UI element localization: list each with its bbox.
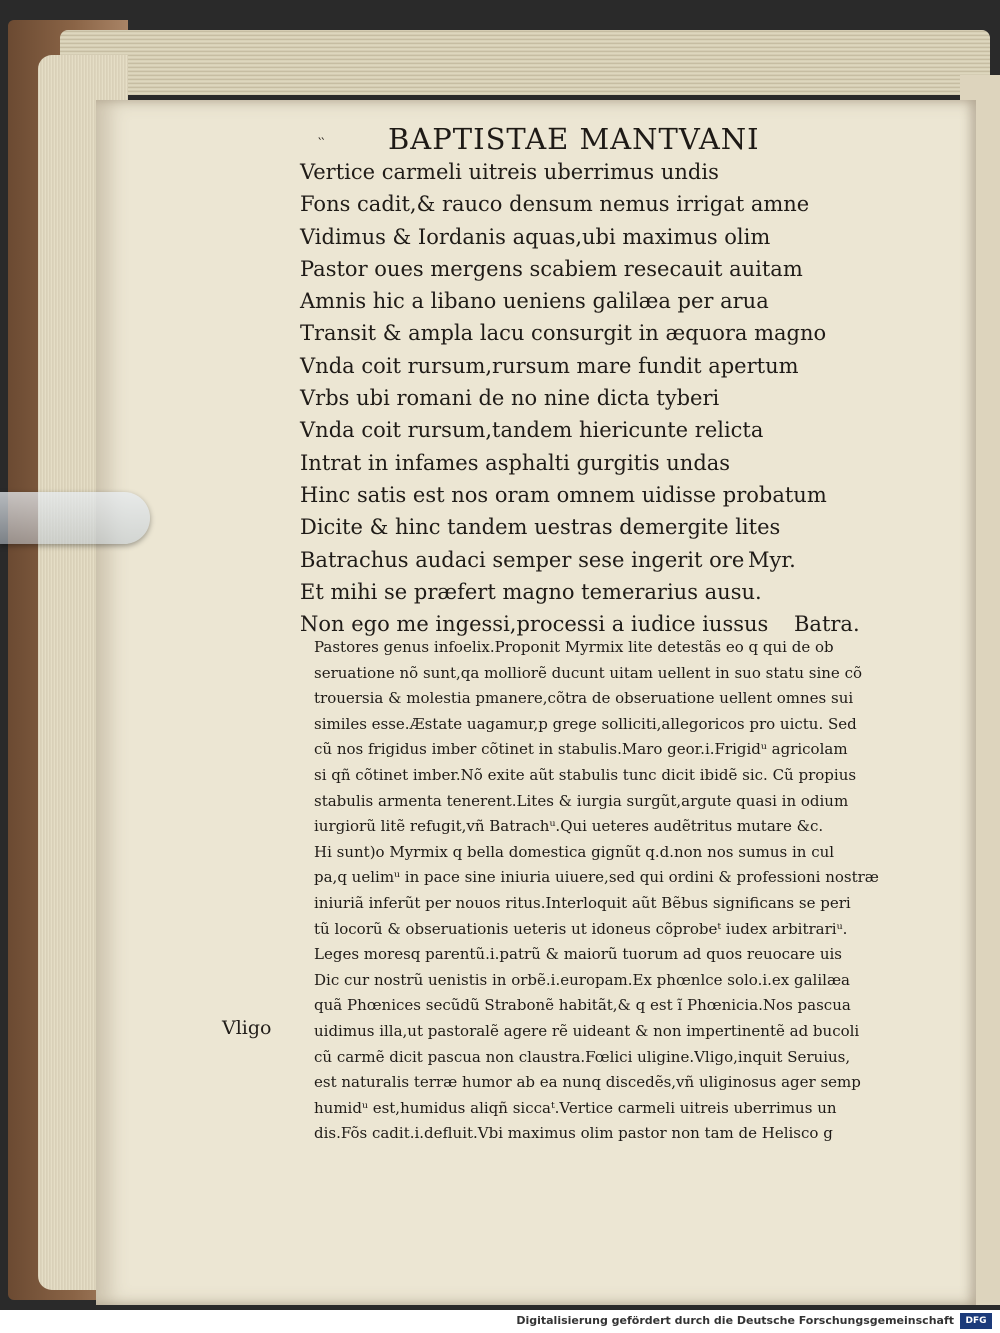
dfg-logo-icon: DFG <box>960 1313 992 1329</box>
verse-text: Batrachus audaci semper sese ingerit ore <box>300 547 745 572</box>
verse-line <box>300 317 940 349</box>
verse-line <box>300 382 940 414</box>
verse-text: Vnda coit rursum,rursum mare fundit apertum <box>300 353 799 378</box>
commentary-line: humidᵘ est,humidus aliqñ siccaᵗ.Vertice carmeli uitreis uberrimus un <box>314 1098 837 1117</box>
verse-line <box>300 253 940 285</box>
verse-text: Intrat in infames asphalti gurgitis undas <box>300 450 731 475</box>
commentary-line: Dic cur nostrũ uenistis in orbẽ.i.europam.Ex phœnlce solo.i.ex galilæa <box>314 970 850 989</box>
verse-block <box>300 156 940 640</box>
commentary-line: uidimus illa,ut pastoralẽ agere rẽ uideant & non impertinentẽ ad bucoli <box>314 1021 860 1040</box>
verse-line <box>300 447 940 479</box>
header-mark: ‵‵ <box>318 136 325 152</box>
footer-bar <box>0 1310 1000 1333</box>
verse-line <box>300 188 940 220</box>
verse-line <box>300 576 940 608</box>
page-holder-strip <box>0 492 150 544</box>
commentary-line: tũ locorũ & obseruationis ueteris ut idoneus cõprobeᵗ iudex arbitrariᵘ. <box>314 919 848 938</box>
verse-text: Fons cadit,& rauco densum nemus irrigat amne <box>300 192 810 217</box>
verse-line <box>300 350 940 382</box>
commentary-line: similes esse.Æstate uagamur,p grege solliciti,allegoricos pro uictu. Sed <box>314 714 857 733</box>
verse-line <box>300 156 940 188</box>
commentary-line: Leges moresq parentũ.i.patrũ & maiorũ tuorum ad quos reuocare uis <box>314 945 842 964</box>
commentary-line: quã Phœnices secũdũ Strabonẽ habitãt,& q est ĩ Phœnicia.Nos pascua <box>314 996 851 1015</box>
verse-line <box>300 221 940 253</box>
page-stack-top <box>60 30 990 95</box>
commentary-line: Hi sunt)o Myrmix q bella domestica gignũt q.d.non nos sumus in cul <box>314 842 835 861</box>
commentary-line: cũ nos frigidus imber cõtinet in stabulis.Maro geor.i.Frigidᵘ agricolam <box>314 740 848 759</box>
commentary-line: iurgiorũ litẽ refugit,vñ Batrachᵘ.Qui ueteres audẽtritus mutare &c. <box>314 817 824 836</box>
speaker-label: Batra. <box>794 612 860 637</box>
verse-text: Vrbs ubi romani de no nine dicta tyberi <box>300 386 720 411</box>
verse-text: Vidimus & Iordanis aquas,ubi maximus olim <box>300 224 771 249</box>
verse-text: Non ego me ingessi,processi a iudice iussus <box>300 612 769 637</box>
verse-line <box>300 511 940 543</box>
verse-text: Vertice carmeli uitreis uberrimus undis <box>300 160 719 184</box>
running-header: BAPTISTAE MANTVANI <box>388 122 760 156</box>
verse-text: Dicite & hinc tandem uestras demergite lites <box>300 515 781 540</box>
commentary-line: seruatione nõ sunt,qa molliorẽ ducunt uitam uellent in suo statu sine cõ <box>314 663 862 682</box>
commentary-line: stabulis armenta tenerent.Lites & iurgia surgũt,argute quasi in odium <box>314 791 849 810</box>
commentary-line: pa,q uelimᵘ in pace sine iniuria uiuere,sed qui ordini & professioni nostræ <box>314 868 879 887</box>
verse-line <box>300 414 940 446</box>
verse-text: Vnda coit rursum,tandem hiericunte relicta <box>300 418 764 443</box>
commentary-block <box>314 635 926 1147</box>
commentary-line: cũ carmẽ dicit pascua non claustra.Fœlici uligine.Vligo,inquit Seruius, <box>314 1047 851 1066</box>
verse-line <box>300 544 940 576</box>
verse-text: Hinc satis est nos oram omnem uidisse probatum <box>300 482 827 507</box>
commentary-line: si qñ cõtinet imber.Nõ exite aũt stabulis tunc dicit ibidẽ sic. Cũ propius <box>314 765 857 784</box>
commentary-line: Pastores genus infoelix.Proponit Myrmix lite detestãs eo q qui de ob <box>314 638 834 656</box>
commentary-line: dis.Fõs cadit.i.defluit.Vbi maximus olim pastor non tam de Helisco g <box>314 1124 833 1143</box>
verse-line <box>300 285 940 317</box>
commentary-line: trouersia & molestia pmanere,cõtra de obseruatione uellent omnes sui <box>314 689 854 708</box>
margin-note: Vligo <box>222 1017 272 1039</box>
commentary-line: iniuriã inferũt per nouos ritus.Interloquit aũt Bẽbus significans se peri <box>314 893 851 912</box>
verse-text: Amnis hic a libano ueniens galilæa per arua <box>300 289 769 314</box>
verse-text: Et mihi se præfert magno temerarius ausu. <box>300 579 762 604</box>
funding-credit: Digitalisierung gefördert durch die Deutsche Forschungsgemeinschaft <box>516 1314 954 1327</box>
speaker-label: Myr. <box>748 547 796 572</box>
verse-text: Transit & ampla lacu consurgit in æquora magno <box>300 321 827 346</box>
verse-line <box>300 479 940 511</box>
commentary-line: est naturalis terræ humor ab ea nunq discedẽs,vñ uliginosus ager semp <box>314 1073 861 1092</box>
verse-text: Pastor oues mergens scabiem resecauit auitam <box>300 256 803 281</box>
